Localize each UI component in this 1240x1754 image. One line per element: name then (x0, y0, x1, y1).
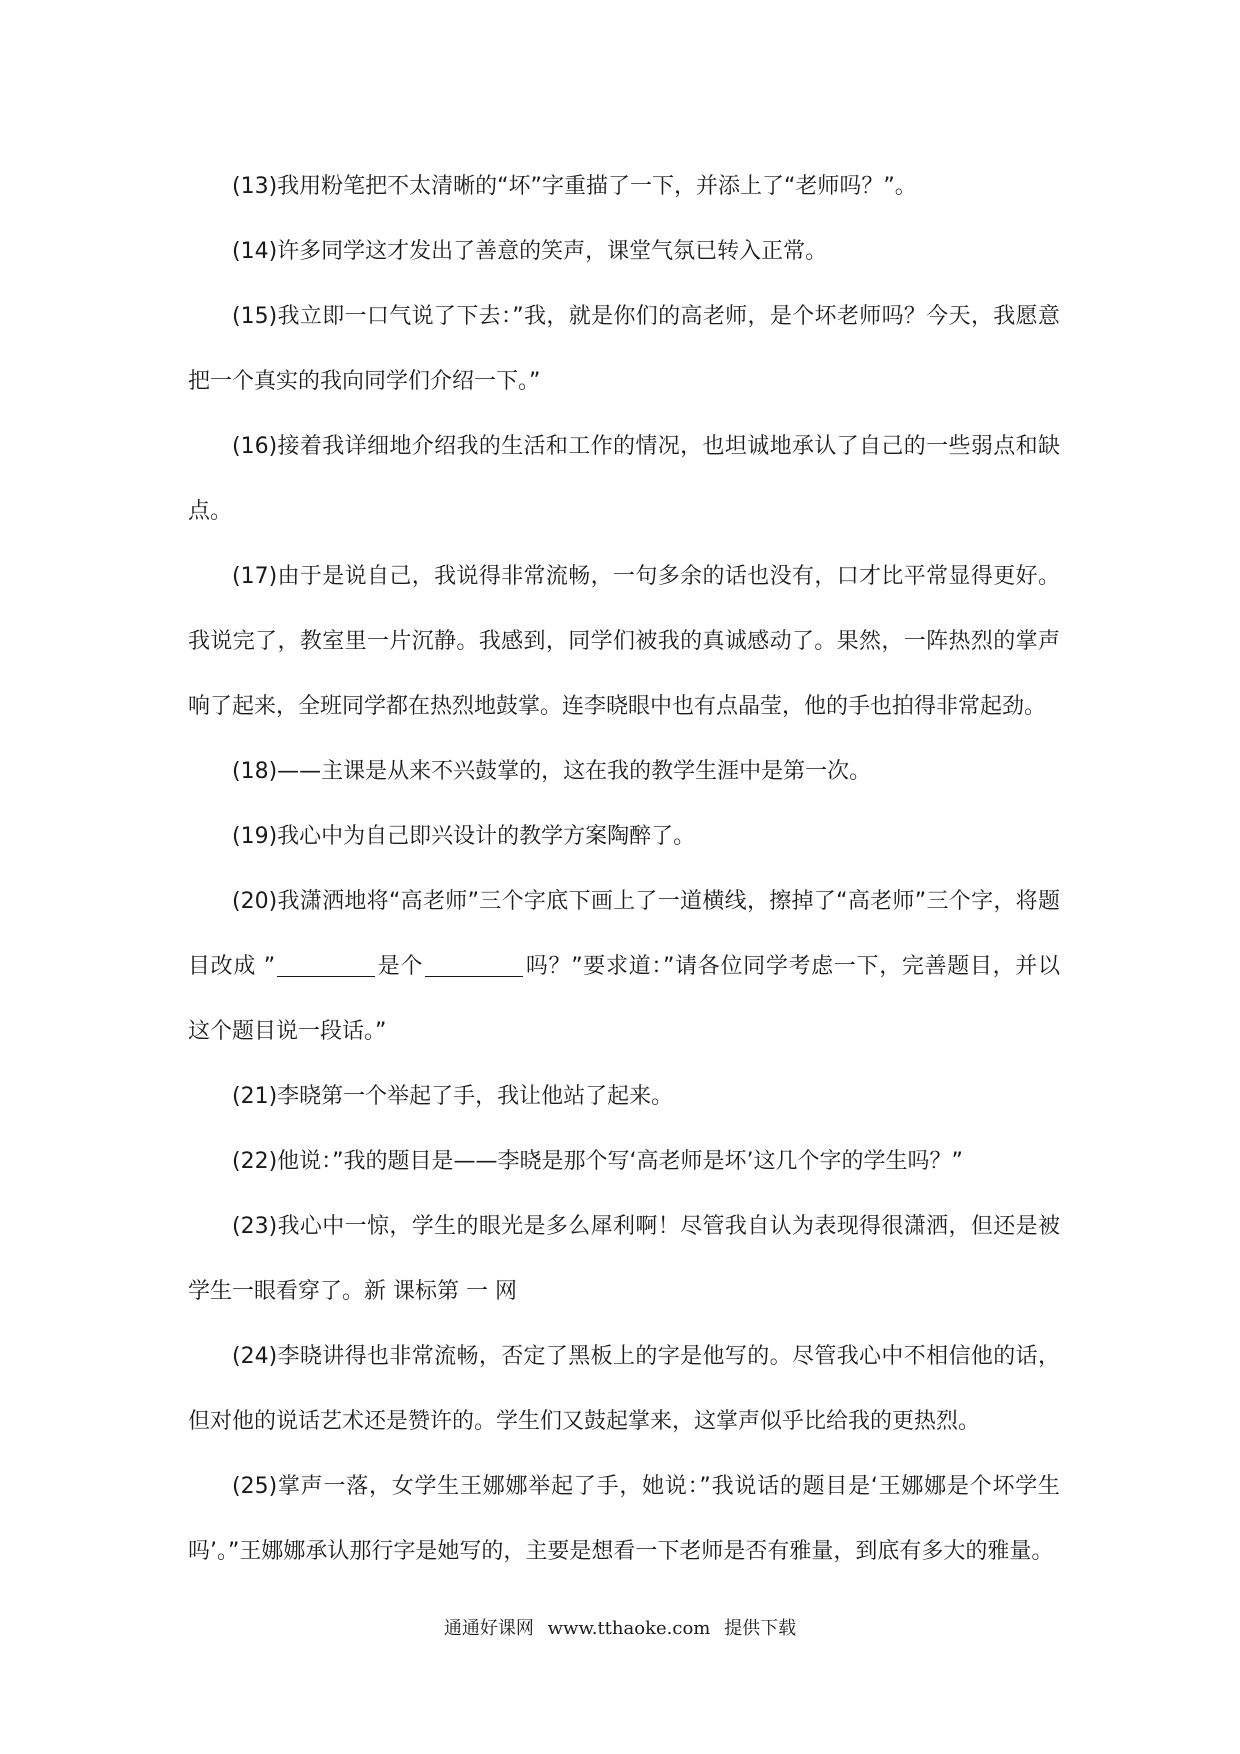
paragraph-18: (18)——主课是从来不兴鼓掌的，这在我的教学生涯中是第一次。 (232, 759, 872, 784)
footer-action: 提供下载 (724, 1618, 797, 1639)
paragraph-15: (15)我立即一口气说了下去：”我，就是你们的高老师，是个坏老师吗？今天，我愿意把一个真实的我向同学们介绍一下。” (188, 304, 1060, 394)
paragraph-13: (13)我用粉笔把不太清晰的“坏”字重描了一下，并添上了“老师吗？”。 (232, 174, 917, 199)
paragraph-19: (19)我心中为自己即兴设计的教学方案陶醉了。 (232, 824, 696, 849)
paragraph-20-after: 吗？”要求道：”请各位同学考虑一下，完善题目，并以这个题目说一段话。” (188, 954, 1060, 1044)
page-footer (0, 1614, 1240, 1640)
paragraph-22: (22)他说：”我的题目是——李晓是那个写‘高老师是坏’这几个字的学生吗？” (232, 1149, 963, 1174)
footer-url: www.tthaoke.com (547, 1618, 711, 1639)
paragraph-14: (14)许多同学这才发出了善意的笑声，课堂气氛已转入正常。 (232, 239, 828, 264)
paragraph-17: (17)由于是说自己，我说得非常流畅，一句多余的话也没有，口才比平常显得更好。我说完了，教室里一片沉静。我感到，同学们被我的真诚感动了。果然，一阵热烈的掌声响了起来，全班同学都在热烈地鼓掌。连李晓眼中也有点晶莹，他的手也拍得非常起劲。 (188, 564, 1060, 719)
paragraph-20 (188, 869, 1060, 1064)
footer-site-name: 通通好课网 (443, 1618, 534, 1639)
paragraph-24: (24)李晓讲得也非常流畅，否定了黑板上的字是他写的。尽管我心中不相信他的话，但对他的说话艺术还是赞许的。学生们又鼓起掌来，这掌声似乎比给我的更热烈。 (188, 1344, 1060, 1434)
fill-in-blank (425, 950, 523, 977)
paragraph-25: (25)掌声一落，女学生王娜娜举起了手，她说：”我说话的题目是‘王娜娜是个坏学生吗’。”王娜娜承认那行字是她写的，主要是想看一下老师是否有雅量，到底有多大的雅量。 (188, 1474, 1060, 1564)
fill-in-blank (277, 950, 375, 977)
story-text (188, 154, 1060, 1584)
paragraph-23: (23)我心中一惊，学生的眼光是多么犀利啊！尽管我自认为表现得很潇洒，但还是被学生一眼看穿了。新 课标第 一 网 (188, 1214, 1060, 1304)
paragraph-20-before: (20)我潇洒地将“高老师”三个字底下画上了一道横线，擦掉了“高老师”三个字，将题目改成 ” (188, 889, 1060, 979)
paragraph-20-middle: 是个 (377, 954, 424, 979)
paragraph-21: (21)李晓第一个举起了手，我让他站了起来。 (232, 1084, 674, 1109)
paragraph-16: (16)接着我详细地介绍我的生活和工作的情况，也坦诚地承认了自己的一些弱点和缺点。 (188, 434, 1060, 524)
